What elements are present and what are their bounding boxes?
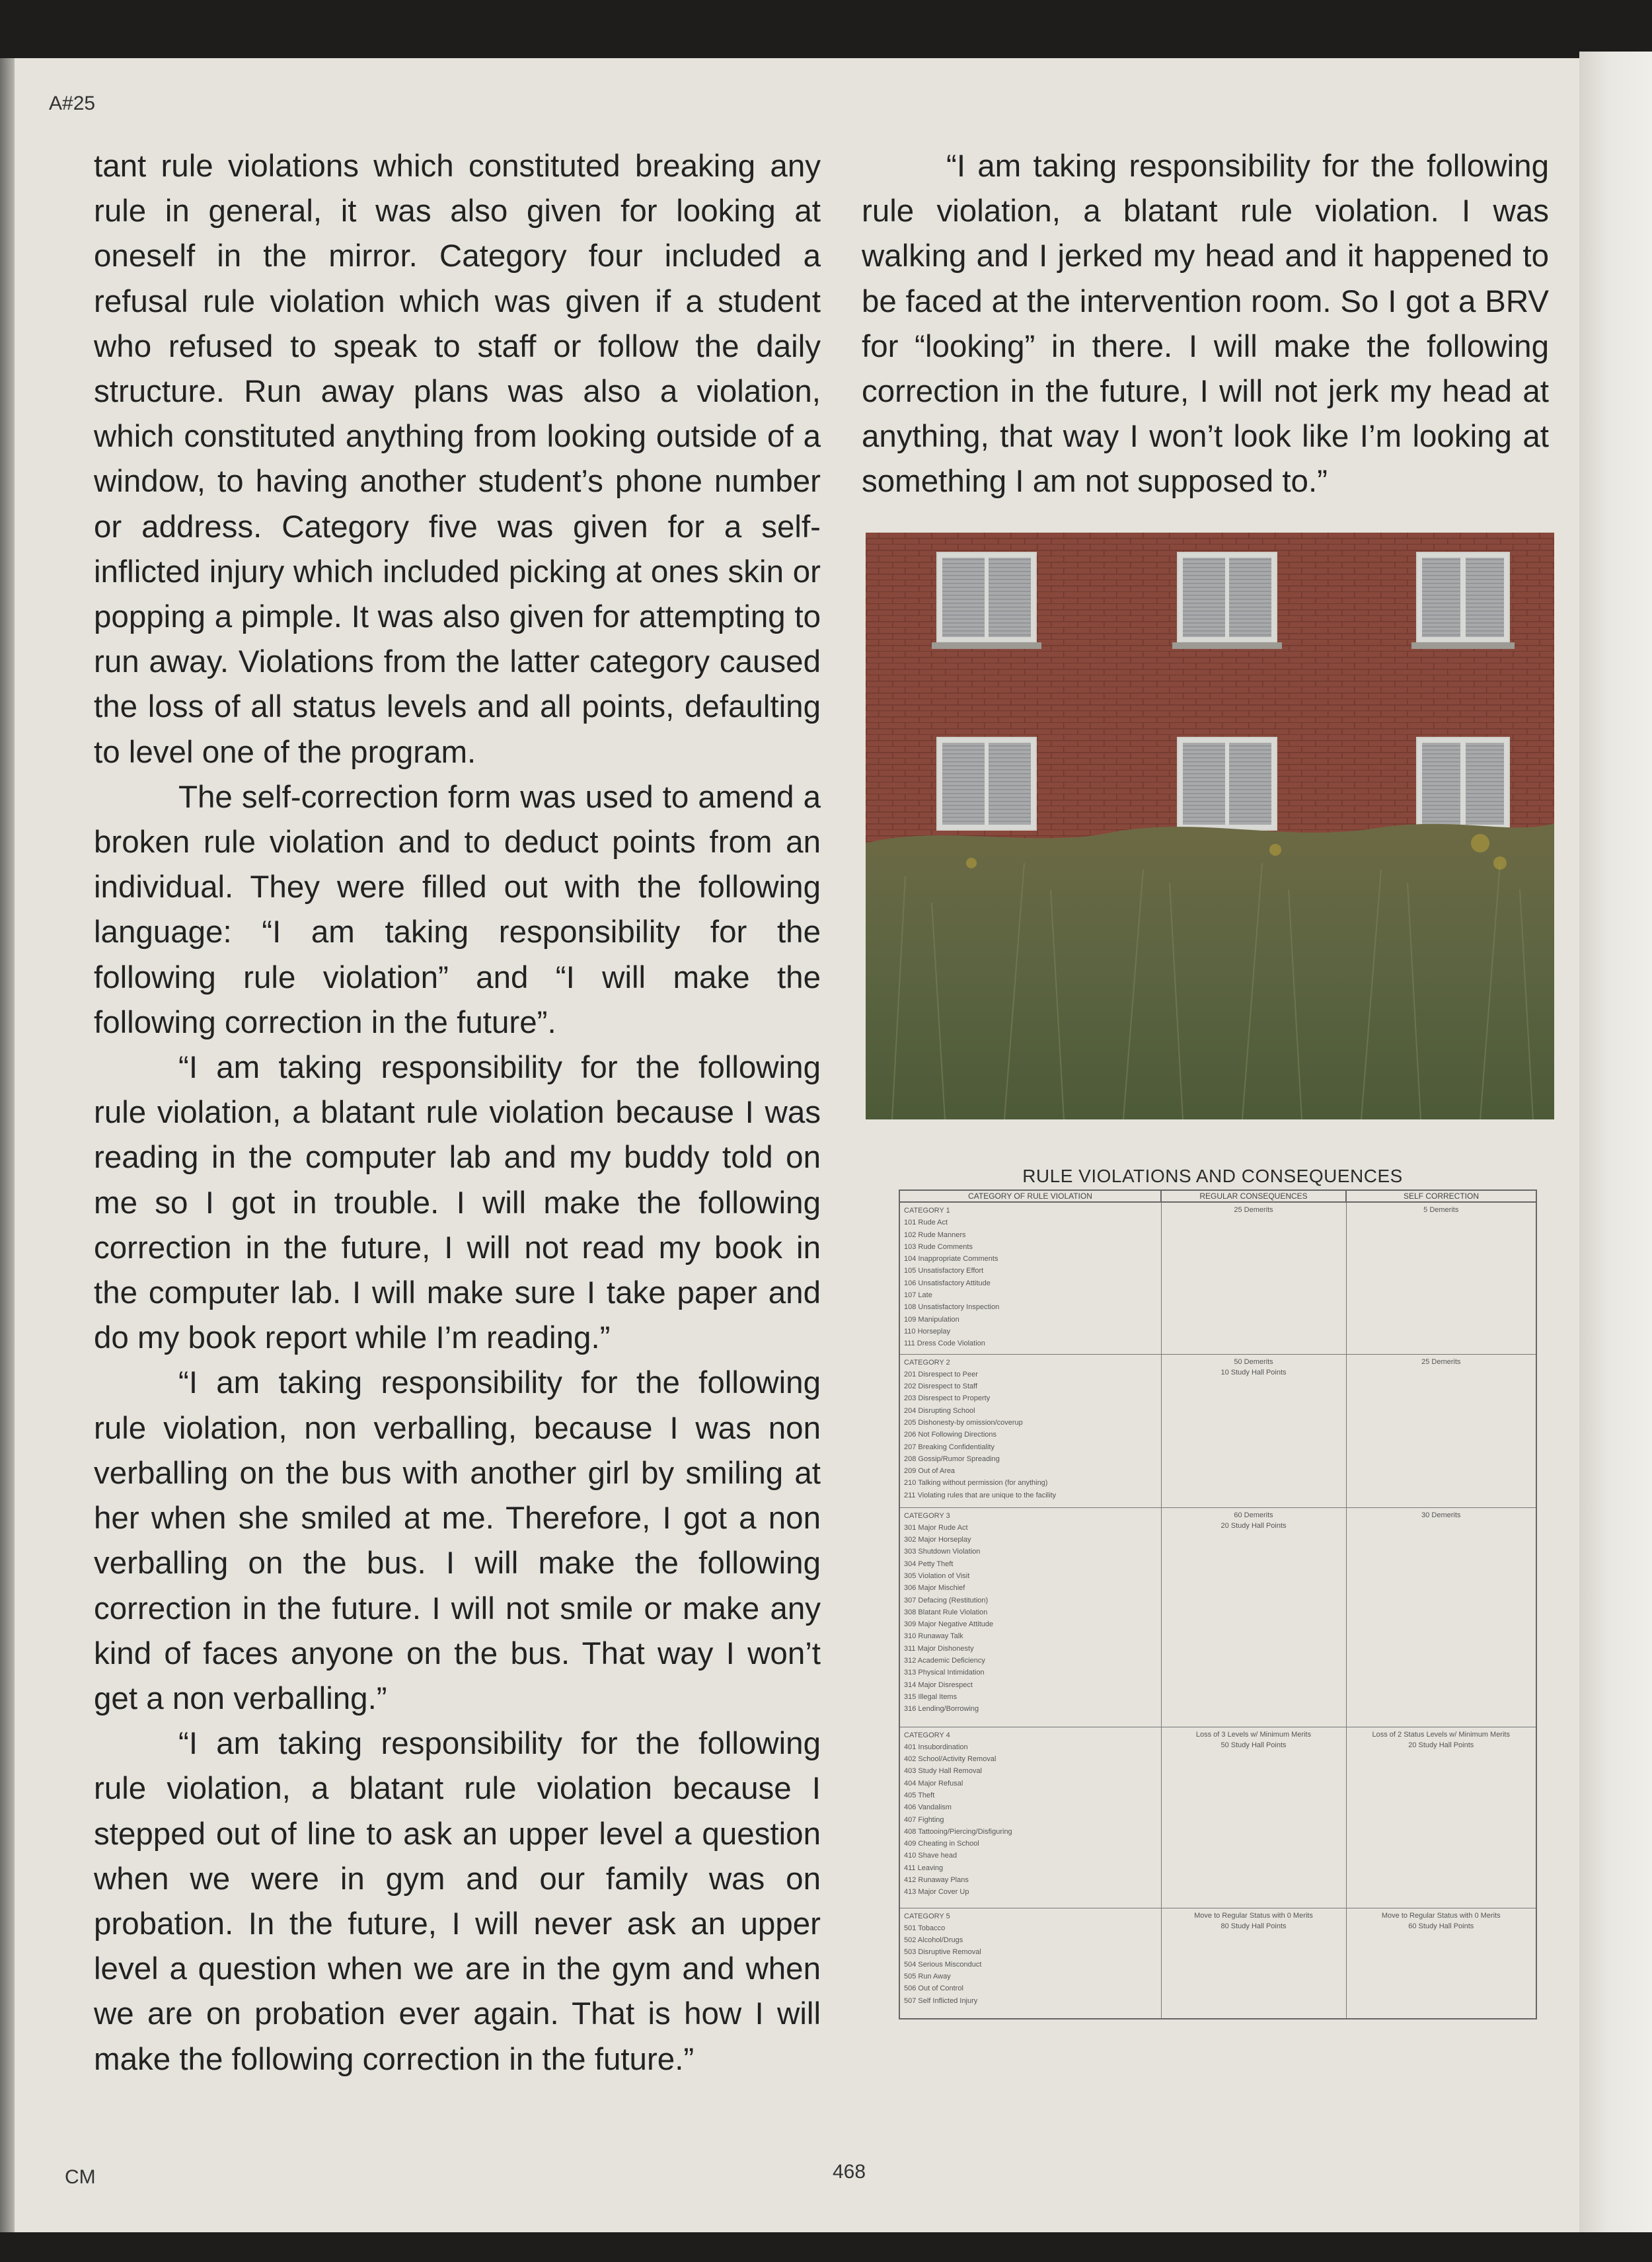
violation-item: 101 Rude Act bbox=[904, 1219, 948, 1227]
violation-item: 314 Major Disrespect bbox=[904, 1680, 973, 1689]
violation-item: 403 Study Hall Removal bbox=[904, 1767, 983, 1776]
consequence-text: 10 Study Hall Points bbox=[1220, 1368, 1287, 1376]
regular-consequence-cell bbox=[1161, 1354, 1346, 1507]
violation-item: 404 Major Refusal bbox=[904, 1779, 963, 1788]
category-cell bbox=[899, 1202, 1161, 1354]
violation-item: 303 Shutdown Violation bbox=[904, 1548, 981, 1556]
violation-item: 208 Gossip/Rumor Spreading bbox=[904, 1454, 1000, 1463]
violation-item: 408 Tattooing/Piercing/Disfiguring bbox=[904, 1827, 1012, 1836]
consequence-text: 60 Study Hall Points bbox=[1408, 1922, 1474, 1930]
violation-item: 304 Petty Theft bbox=[904, 1560, 954, 1568]
table-header-row bbox=[899, 1190, 1536, 1202]
category-name: CATEGORY 3 bbox=[904, 1511, 950, 1520]
violation-item: 411 Leaving bbox=[904, 1864, 944, 1872]
paragraph: “I am taking responsibility for the following rule violation, a blatant rule violation because I stepped out of line to ask an upper level a question when we were in gym and our family was on probation. In the future, I will never ask an upper level a question when we are in the gym and when we are on probation ever again. That is how I will make the following correction in the future.” bbox=[94, 1726, 821, 2077]
column-header: REGULAR CONSEQUENCES bbox=[1161, 1190, 1346, 1202]
paragraph: “I am taking responsibility for the following rule violation, a blatant rule violation. I was walking and I jerked my head and it happened to be faced at the intervention room. So I got a BRV for “looking” in there. I will make the following correction in the future, I will not jerk my head at anything, that way I won’t look like I’m looking at something I am not supposed to.” bbox=[862, 149, 1549, 500]
self-correction-cell bbox=[1346, 1908, 1536, 2019]
regular-consequence-cell bbox=[1161, 1727, 1346, 1908]
consequence-text: 30 Demerits bbox=[1421, 1511, 1461, 1519]
rule-violations-table bbox=[899, 1189, 1537, 2019]
violation-item: 412 Runaway Plans bbox=[904, 1876, 969, 1885]
violation-item: 308 Blatant Rule Violation bbox=[904, 1608, 988, 1616]
violation-item: 108 Unsatisfactory Inspection bbox=[904, 1303, 1000, 1312]
column-header: CATEGORY OF RULE VIOLATION bbox=[899, 1190, 1161, 1202]
category-cell bbox=[899, 1354, 1161, 1507]
violation-item: 307 Defacing (Restitution) bbox=[904, 1596, 989, 1604]
violation-item: 205 Dishonesty-by omission/coverup bbox=[904, 1418, 1023, 1427]
violation-item: 504 Serious Misconduct bbox=[904, 1960, 982, 1969]
category-name: CATEGORY 5 bbox=[904, 1912, 950, 1920]
violation-item: 201 Disrespect to Peer bbox=[904, 1370, 978, 1378]
table-row bbox=[899, 1354, 1536, 1507]
violation-item: 207 Breaking Confidentiality bbox=[904, 1443, 995, 1451]
violation-item: 102 Rude Manners bbox=[904, 1230, 966, 1239]
paragraph: The self-correction form was used to amend a broken rule violation and to deduct points from an individual. They were filled out with the following language: “I am taking responsibility for the following rule violation” and “I will make the following correction in the future”. bbox=[94, 779, 821, 1040]
page-number: 468 bbox=[833, 2161, 866, 2183]
consequence-text: Move to Regular Status with 0 Merits bbox=[1381, 1911, 1501, 1920]
violation-item: 111 Dress Code Violation bbox=[904, 1339, 985, 1348]
consequence-text: Loss of 3 Levels w/ Minimum Merits bbox=[1195, 1730, 1312, 1739]
violation-item: 110 Horseplay bbox=[904, 1327, 951, 1336]
violation-item: 109 Manipulation bbox=[904, 1315, 959, 1324]
violation-item: 105 Unsatisfactory Effort bbox=[904, 1267, 984, 1275]
self-correction-cell bbox=[1346, 1202, 1536, 1354]
table-row bbox=[899, 1202, 1536, 1354]
category-cell bbox=[899, 1908, 1161, 2019]
violation-item: 503 Disruptive Removal bbox=[904, 1948, 981, 1957]
left-column bbox=[94, 144, 821, 2082]
regular-consequence-cell bbox=[1161, 1507, 1346, 1727]
category-cell bbox=[899, 1727, 1161, 1908]
violation-item: 405 Theft bbox=[904, 1791, 935, 1799]
category-cell bbox=[899, 1507, 1161, 1727]
violation-item: 310 Runaway Talk bbox=[904, 1632, 963, 1641]
violation-item: 107 Late bbox=[904, 1291, 932, 1300]
regular-consequence-cell bbox=[1161, 1908, 1346, 2019]
consequence-text: Move to Regular Status with 0 Merits bbox=[1194, 1911, 1313, 1920]
column-header: SELF CORRECTION bbox=[1346, 1190, 1536, 1202]
violation-item: 315 Illegal Items bbox=[904, 1692, 957, 1701]
table-title: RULE VIOLATIONS AND CONSEQUENCES bbox=[1022, 1166, 1403, 1186]
paragraph: tant rule violations which constituted breaking any rule in general, it was also given for looking at oneself in the mirror. Category four included a refusal rule violation which was given if a student who refused to speak to staff or follow the daily structure. Run away plans was also a violation, which constituted anything from looking outside of a window, to having another student’s phone number or address. Category five was given for a self-inflicted injury which included picking at ones skin or popping a pimple. It was also given for attempting to run away. Violations from the latter category caused the loss of all status levels and all points, defaulting to level one of the program. bbox=[94, 149, 821, 770]
violation-item: 413 Major Cover Up bbox=[904, 1888, 969, 1897]
violation-item: 301 Major Rude Act bbox=[904, 1523, 968, 1532]
violation-item: 104 Inappropriate Comments bbox=[904, 1255, 998, 1263]
paragraph: “I am taking responsibility for the following rule violation, a blatant rule violation because I was reading in the computer lab and my buddy told on me so I got in trouble. I will make the following correction in the future, I will not read my book in the computer lab. I will make sure I take paper and do my book report while I’m reading.” bbox=[94, 1050, 821, 1356]
consequence-text: 20 Study Hall Points bbox=[1220, 1521, 1287, 1530]
consequence-text: 5 Demerits bbox=[1423, 1206, 1459, 1214]
self-correction-cell bbox=[1346, 1507, 1536, 1727]
table-row bbox=[899, 1507, 1536, 1727]
violation-item: 209 Out of Area bbox=[904, 1467, 956, 1476]
book-gutter bbox=[1579, 52, 1652, 2232]
right-column bbox=[862, 144, 1549, 505]
violation-item: 316 Lending/Borrowing bbox=[904, 1705, 979, 1714]
violation-item: 306 Major Mischief bbox=[904, 1584, 965, 1593]
consequence-text: 25 Demerits bbox=[1234, 1206, 1273, 1214]
violation-item: 203 Disrespect to Property bbox=[904, 1394, 991, 1403]
brick-building-photo bbox=[866, 533, 1554, 1119]
consequence-text: 50 Demerits bbox=[1234, 1357, 1273, 1366]
violation-item: 305 Violation of Visit bbox=[904, 1571, 970, 1580]
consequence-text: Loss of 2 Status Levels w/ Minimum Merits bbox=[1372, 1730, 1510, 1739]
violation-item: 406 Vandalism bbox=[904, 1803, 952, 1812]
violation-item: 407 Fighting bbox=[904, 1815, 944, 1824]
violation-item: 401 Insubordination bbox=[904, 1743, 968, 1751]
table-row bbox=[899, 1727, 1536, 1908]
violation-item: 312 Academic Deficiency bbox=[904, 1657, 985, 1665]
violation-item: 106 Unsatisfactory Attitude bbox=[904, 1279, 991, 1287]
consequence-text: 20 Study Hall Points bbox=[1408, 1741, 1474, 1749]
violation-item: 202 Disrespect to Staff bbox=[904, 1382, 978, 1391]
violation-item: 311 Major Dishonesty bbox=[904, 1644, 974, 1653]
violation-item: 410 Shave head bbox=[904, 1852, 957, 1860]
paragraph: “I am taking responsibility for the following rule violation, non verballing, because I was non verballing on the bus with another girl by smiling at her when she smiled at me. Therefore, I got a non verballing on the bus. I will make the following correction in the future. I will not smile or make any kind of faces anyone on the bus. That way I won’t get a non verballing.” bbox=[94, 1365, 821, 1716]
violation-item: 501 Tobacco bbox=[904, 1924, 946, 1932]
violation-item: 505 Run Away bbox=[904, 1972, 951, 1980]
violation-item: 313 Physical Intimidation bbox=[904, 1669, 985, 1677]
self-correction-cell bbox=[1346, 1354, 1536, 1507]
consequence-text: 60 Demerits bbox=[1234, 1511, 1273, 1519]
violation-item: 211 Violating rules that are unique to the facility bbox=[904, 1491, 1057, 1499]
regular-consequence-cell bbox=[1161, 1202, 1346, 1354]
consequence-text: 50 Study Hall Points bbox=[1220, 1741, 1287, 1749]
page-code: A#25 bbox=[49, 93, 96, 114]
footer-code: CM bbox=[65, 2166, 96, 2188]
violation-item: 402 School/Activity Removal bbox=[904, 1755, 996, 1764]
self-correction-cell bbox=[1346, 1727, 1536, 1908]
consequence-text: 80 Study Hall Points bbox=[1220, 1922, 1287, 1930]
category-name: CATEGORY 1 bbox=[904, 1207, 950, 1215]
violation-item: 502 Alcohol/Drugs bbox=[904, 1936, 963, 1945]
violation-item: 507 Self Inflicted Injury bbox=[904, 1996, 978, 2005]
category-name: CATEGORY 4 bbox=[904, 1731, 950, 1739]
violation-item: 204 Disrupting School bbox=[904, 1406, 975, 1415]
category-name: CATEGORY 2 bbox=[904, 1358, 950, 1367]
violation-item: 409 Cheating in School bbox=[904, 1840, 979, 1848]
violation-item: 210 Talking without permission (for anything) bbox=[904, 1479, 1048, 1488]
violation-item: 302 Major Horseplay bbox=[904, 1536, 971, 1544]
violation-item: 206 Not Following Directions bbox=[904, 1431, 997, 1439]
violation-item: 103 Rude Comments bbox=[904, 1242, 973, 1251]
consequence-text: 25 Demerits bbox=[1421, 1357, 1461, 1366]
violation-item: 309 Major Negative Attitude bbox=[904, 1620, 994, 1629]
page-left-edge bbox=[0, 58, 15, 2232]
violation-item: 506 Out of Control bbox=[904, 1984, 963, 1993]
table-row bbox=[899, 1908, 1536, 2019]
